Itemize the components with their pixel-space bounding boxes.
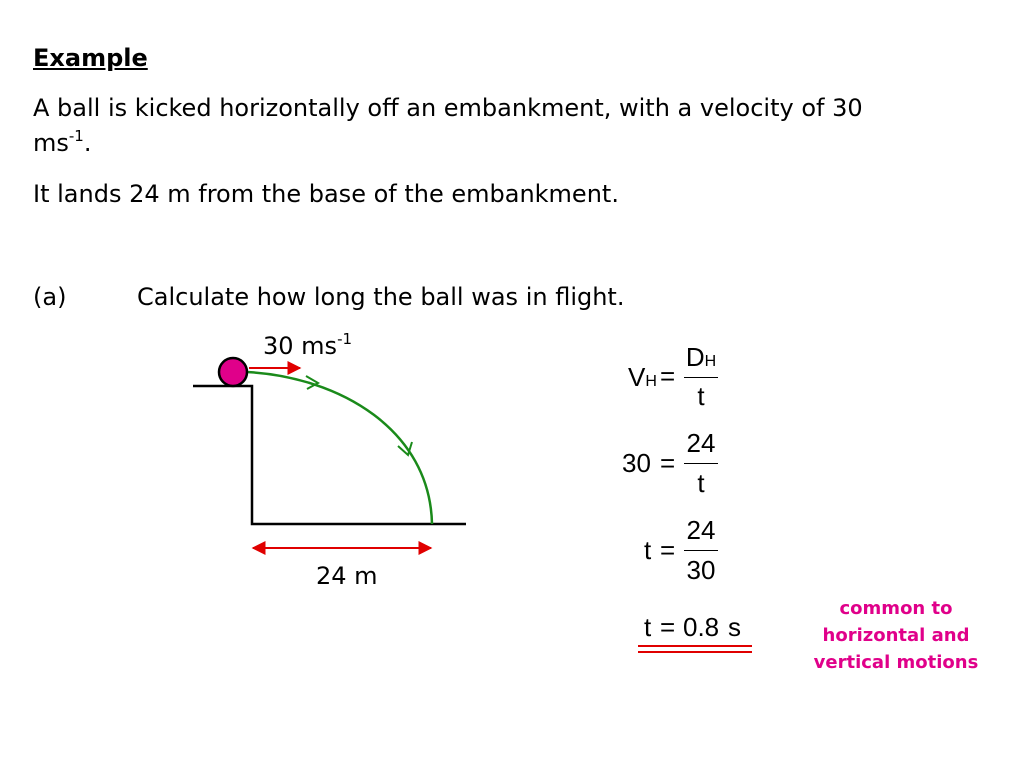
eq3-numerator: 24 — [686, 515, 716, 545]
eq4-lhs: t — [644, 612, 652, 642]
embankment-outline — [193, 386, 466, 524]
note-line-3: vertical motions — [813, 652, 979, 673]
eq3-equals: = — [660, 535, 676, 565]
problem-line-3: It lands 24 m from the base of the embankment. — [33, 180, 619, 208]
eq1-num-subscript: H — [704, 353, 717, 370]
note-line-2: horizontal and — [822, 625, 970, 646]
eq1-num-symbol: D — [685, 342, 705, 372]
eq1-lhs-subscript: H — [645, 373, 657, 390]
answer-underline-1 — [638, 645, 752, 647]
eq1-lhs-symbol: V — [628, 362, 646, 392]
eq1-lhs — [628, 362, 657, 393]
problem-line-1: A ball is kicked horizontally off an embankment, with a velocity of 30 — [33, 94, 863, 122]
eq4-value: 0.8 — [683, 612, 720, 642]
part-a-question: Calculate how long the ball was in flight. — [137, 283, 625, 311]
eq1-equals: = — [660, 361, 676, 391]
eq2-numerator: 24 — [686, 428, 716, 458]
note-line-1: common to — [839, 598, 953, 619]
eq4-unit: s — [728, 612, 741, 642]
eq2-fraction-bar — [684, 463, 718, 464]
velocity-label-exponent: -1 — [337, 330, 353, 348]
part-a-label: (a) — [33, 283, 67, 311]
line-end-period: . — [83, 129, 92, 157]
answer-underline-2 — [638, 651, 752, 653]
eq3-lhs: t — [644, 535, 652, 565]
eq1-denominator: t — [697, 381, 705, 411]
eq1-numerator — [684, 342, 718, 373]
velocity-label — [263, 332, 352, 360]
eq4-equals: = — [660, 612, 676, 642]
eq2-lhs: 30 — [622, 448, 651, 478]
velocity-label-text: 30 ms — [263, 332, 338, 360]
velocity-unit-exponent: -1 — [68, 127, 84, 145]
note-callout — [800, 595, 992, 676]
eq3-denominator: 30 — [686, 555, 716, 585]
distance-label: 24 m — [316, 562, 378, 590]
eq2-denominator: t — [697, 468, 705, 498]
trajectory-path — [247, 372, 432, 524]
eq2-equals: = — [660, 448, 676, 478]
velocity-unit: ms — [33, 129, 69, 157]
eq1-fraction-bar — [684, 377, 718, 378]
ball — [219, 358, 247, 386]
eq3-fraction-bar — [684, 550, 718, 551]
slide-heading: Example — [33, 44, 148, 72]
